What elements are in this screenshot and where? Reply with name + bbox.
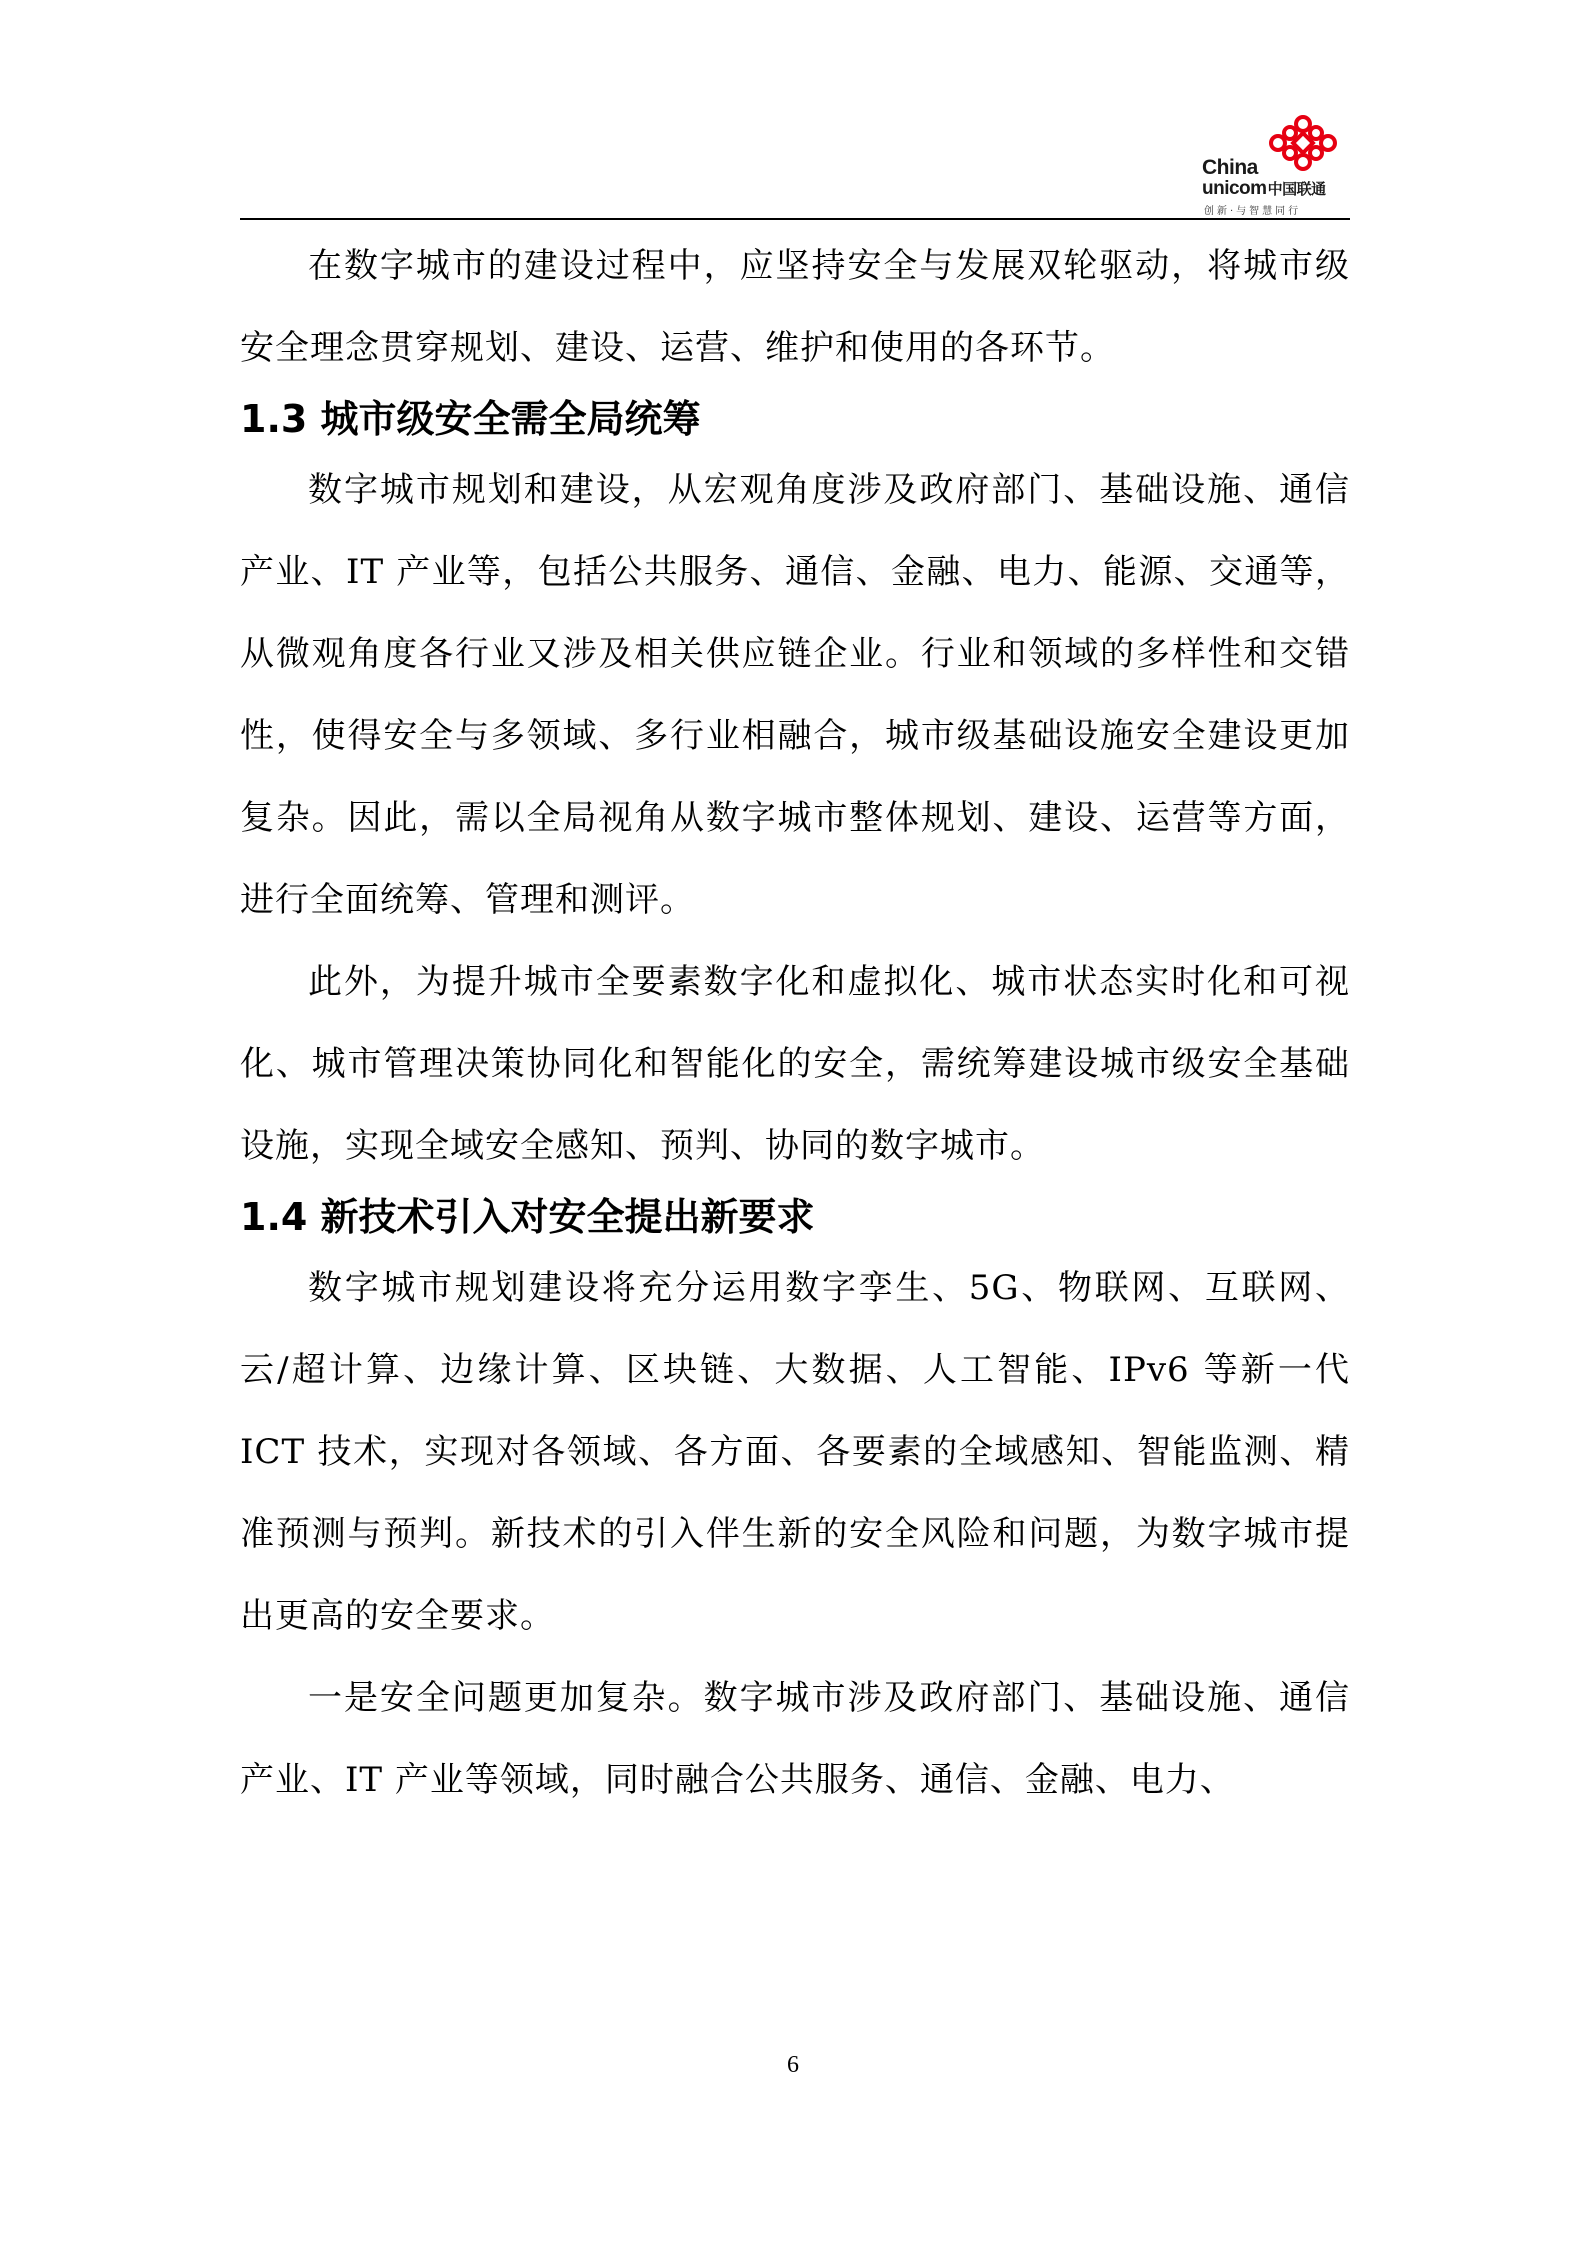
section-1-4-paragraph-1: 数字城市规划建设将充分运用数字孪生、5G、物联网、互联网、云/超计算、边缘计算、区块链、大数据、人工智能、IPv6 等新一代 ICT 技术，实现对各领域、各方面、各要素的全域感知、智能监测、精准预测与预判。新技术的引入伴生新的安全风险和问题，为数字城市提出更高的安全要求。 <box>240 1268 1350 1636</box>
intro-paragraph: 在数字城市的建设过程中，应坚持安全与发展双轮驱动，将城市级安全理念贯穿规划、建设、运营、维护和使用的各环节。 <box>240 246 1350 368</box>
section-1-3-paragraph-1: 数字城市规划和建设，从宏观角度涉及政府部门、基础设施、通信产业、IT 产业等，包括公共服务、通信、金融、电力、能源、交通等，从微观角度各行业又涉及相关供应链企业。行业和领域的多样性和交错性，使得安全与多领域、多行业相融合，城市级基础设施安全建设更加复杂。因此，需以全局视角从数字城市整体规划、建设、运营等方面，进行全面统筹、管理和测评。 <box>240 470 1350 920</box>
header-divider <box>240 218 1350 220</box>
page-number: 6 <box>787 2052 799 2078</box>
logo-brand-cn: 中国联通 <box>1267 180 1326 198</box>
page-body <box>240 225 1350 1821</box>
page-header <box>240 108 1350 220</box>
section-heading-1-3: 1.3 城市级安全需全局统筹 <box>240 397 701 441</box>
section-1-3-paragraph-2: 此外，为提升城市全要素数字化和虚拟化、城市状态实时化和可视化、城市管理决策协同化和智能化的安全，需统筹建设城市级安全基础设施，实现全域安全感知、预判、协同的数字城市。 <box>240 962 1350 1166</box>
logo-slogan: 创新·与智慧同行 <box>1204 206 1302 217</box>
logo-brand-line2 <box>1202 178 1326 200</box>
section-heading-1-4: 1.4 新技术引入对安全提出新要求 <box>240 1195 815 1239</box>
section-1-4-paragraph-2: 一是安全问题更加复杂。数字城市涉及政府部门、基础设施、通信产业、IT 产业等领域，同时融合公共服务、通信、金融、电力、 <box>240 1678 1350 1800</box>
logo-brand-line1: China <box>1202 156 1258 179</box>
china-unicom-logo <box>1200 108 1350 218</box>
unicom-knot-icon <box>1260 114 1346 172</box>
logo-brand-en: unicom <box>1202 178 1267 199</box>
